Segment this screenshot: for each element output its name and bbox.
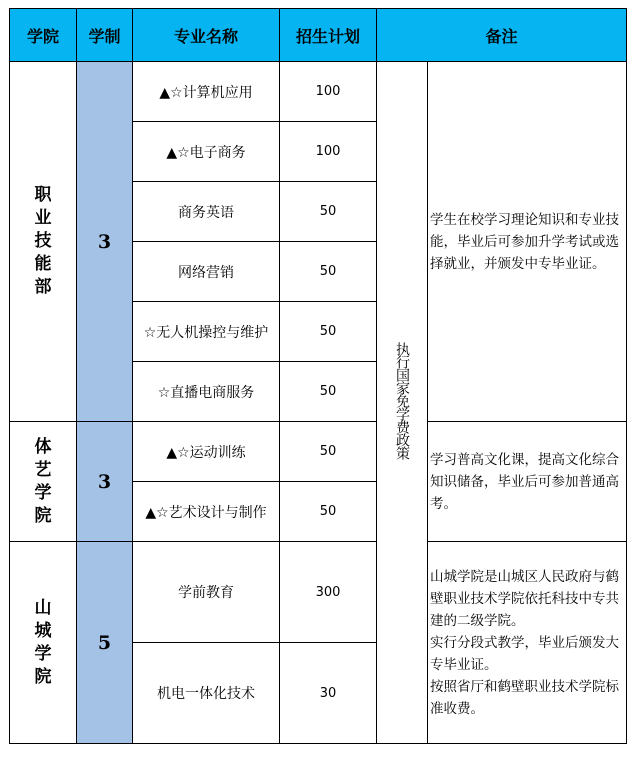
major-name: 网络营销 (133, 242, 280, 302)
major-name: ▲☆艺术设计与制作 (133, 482, 280, 542)
table-row (10, 62, 627, 122)
major-name: ▲☆计算机应用 (133, 62, 280, 122)
header-college: 学院 (10, 9, 77, 62)
header-plan: 招生计划 (280, 9, 377, 62)
plan-count: 50 (280, 482, 377, 542)
note-text: 学习普高文化课，提高文化综合知识储备，毕业后可参加普通高考。 (430, 451, 619, 512)
table-row (10, 542, 627, 643)
years-cell: 3 (77, 62, 133, 422)
major-name: 学前教育 (133, 542, 280, 643)
plan-count: 50 (280, 182, 377, 242)
years-cell: 3 (77, 422, 133, 542)
table-row (10, 422, 627, 482)
admission-plan-table (9, 8, 627, 744)
major-name: ▲☆电子商务 (133, 122, 280, 182)
header-notes: 备注 (377, 9, 627, 62)
college-name: 职业技能部 (34, 185, 52, 297)
tuition-policy: 执行国家免学费政策 (394, 342, 410, 459)
notes-cell (428, 542, 627, 744)
major-name: ☆直播电商服务 (133, 362, 280, 422)
header-years: 学制 (77, 9, 133, 62)
college-cell (10, 62, 77, 422)
plan-count: 100 (280, 122, 377, 182)
note-text: 学生在校学习理论知识和专业技能，毕业后可参加升学考试或选择就业，并颁发中专毕业证。 (430, 211, 619, 272)
header-major: 专业名称 (133, 9, 280, 62)
major-name: ▲☆运动训练 (133, 422, 280, 482)
college-cell (10, 422, 77, 542)
plan-count: 30 (280, 643, 377, 744)
note-text: 山城学院是山城区人民政府与鹤壁职业技术学院依托科技中专共建的二级学院。 (430, 568, 619, 629)
college-name: 体艺学院 (34, 436, 52, 526)
years-cell: 5 (77, 542, 133, 744)
plan-count: 50 (280, 422, 377, 482)
note-text: 按照省厅和鹤壁职业技术学院标准收费。 (430, 678, 619, 717)
major-name: 机电一体化技术 (133, 643, 280, 744)
tuition-policy-cell (377, 62, 428, 744)
note-text: 实行分段式教学，毕业后颁发大专毕业证。 (430, 634, 619, 673)
plan-count: 50 (280, 242, 377, 302)
major-name: ☆无人机操控与维护 (133, 302, 280, 362)
plan-count: 300 (280, 542, 377, 643)
plan-count: 100 (280, 62, 377, 122)
college-cell (10, 542, 77, 744)
notes-cell (428, 62, 627, 422)
header-row (10, 9, 627, 62)
college-name: 山城学院 (34, 597, 52, 687)
major-name: 商务英语 (133, 182, 280, 242)
notes-cell (428, 422, 627, 542)
plan-count: 50 (280, 302, 377, 362)
plan-count: 50 (280, 362, 377, 422)
